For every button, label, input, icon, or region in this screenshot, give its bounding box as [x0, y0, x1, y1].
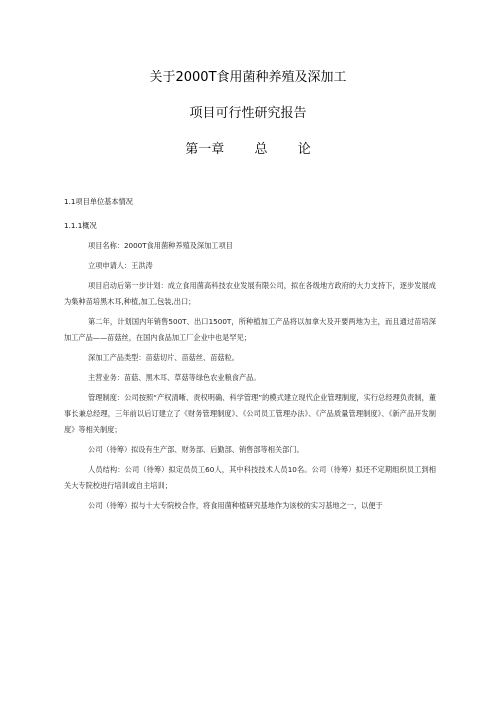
chapter-heading — [0, 138, 496, 157]
paragraph: 公司（待筹）拟设有生产部、财务部、后勤部、销售部等相关部门。 — [88, 445, 304, 454]
paragraph: 第二年，计划国内年销售500T、出口1500T，所种植加工产品将以加拿大及开要两地为主，而且通过苗培深加工产品——苗菇丝，在国内食品加工厂企业中也是罕见； — [64, 317, 436, 342]
body-text — [64, 238, 436, 518]
paragraph: 深加工产品类型：苗菇切片、苗菇丝、苗菇粒。 — [88, 353, 239, 362]
paragraph: 公司（待筹）拟与十大专院校合作，将食用菌种植研究基地作为该校的实习基地之一，以便于 — [88, 501, 383, 510]
paragraph: 主营业务：苗菇、黑木耳、草菇等绿色农业粮食产品。 — [88, 373, 261, 382]
paragraph: 项目启动后第一步计划：成立食用菌高科技农业发展有限公司，拟在各级地方政府的大力支持下，逐步发展成为集种苗培黑木耳,种植,加工,包装,出口； — [64, 281, 436, 306]
report-title-line2: 项目可行性研究报告 — [189, 106, 307, 121]
chapter-number: 第一章 — [185, 142, 225, 157]
section-heading-1-1: 1.1项目单位基本情况 — [64, 197, 133, 206]
paragraph: 立项申请人：王洪涛 — [88, 261, 153, 270]
paragraph: 人员结构：公司（待筹）拟定员员工60人，其中科技技术人员10名。公司（待筹）拟还不定期组织员工到相关大专院校进行培训或自主培训； — [64, 465, 436, 490]
chapter-title-char-2: 论 — [297, 142, 311, 157]
paragraph: 项目名称：2000T食用菌种养殖及深加工项目 — [88, 241, 233, 250]
chapter-title-char-1: 总 — [254, 142, 268, 157]
section-heading-1-1-1: 1.1.1概况 — [64, 221, 97, 230]
paragraph: 管理制度：公司按照“产权清晰、责权明确、科学管理”的模式建立现代企业管理制度，实行总经理负责制，董事长兼总经理，三年前以后订建立了《财务管理制度》、《公司员工管理办法》、《产品质量管理制度》、《新产品开发制度》等相关制度； — [64, 393, 436, 434]
report-title-line1: 关于2000T食用菌种养殖及深加工 — [149, 70, 347, 85]
